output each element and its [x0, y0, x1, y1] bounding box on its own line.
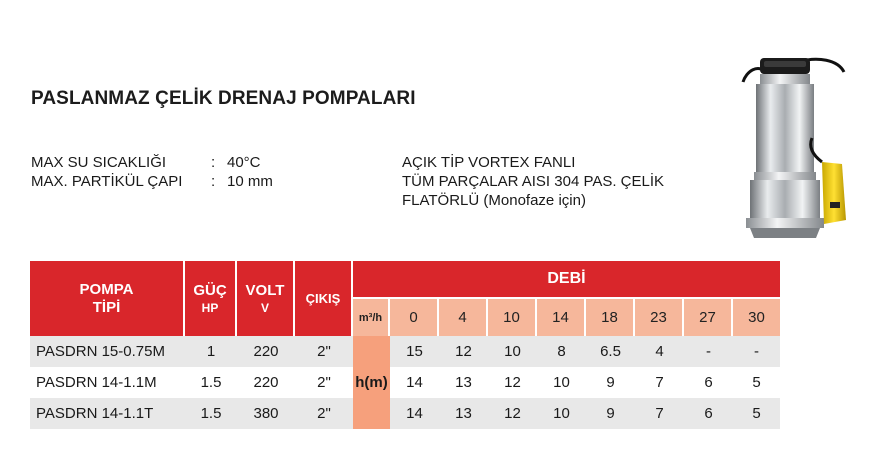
feature-line: TÜM PARÇALAR AISI 304 PAS. ÇELİK: [402, 173, 665, 190]
flow-value: 4: [439, 299, 488, 336]
pump-model: PASDRN 15-0.75M: [30, 336, 185, 367]
pump-spec-table: [30, 261, 780, 429]
spec-colon: :: [211, 173, 216, 190]
head-value: -: [733, 336, 780, 367]
header-cikis: [295, 261, 353, 336]
spec-label: MAX. PARTİKÜL ÇAPI: [31, 173, 183, 190]
head-value: 14: [390, 398, 439, 429]
head-value: 12: [488, 367, 537, 398]
flow-value: 10: [488, 299, 537, 336]
header-unit: HP: [201, 300, 219, 315]
spec-max-particle: [31, 172, 273, 191]
head-value: 13: [439, 367, 488, 398]
flow-value: 14: [537, 299, 586, 336]
head-value: 6: [684, 367, 733, 398]
head-value: -: [684, 336, 733, 367]
header-pompa-tipi: [30, 261, 185, 336]
submersible-pump-icon: [738, 52, 848, 247]
header-volt: [237, 261, 295, 336]
pump-outlet: 2": [295, 398, 353, 429]
spec-value: 40°C: [227, 154, 261, 171]
table-row: [30, 336, 780, 367]
pump-volt: 380: [237, 398, 295, 429]
flow-value: 23: [635, 299, 684, 336]
head-value: 15: [390, 336, 439, 367]
flow-value: 27: [684, 299, 733, 336]
head-value: 10: [537, 367, 586, 398]
page-title: PASLANMAZ ÇELİK DRENAJ POMPALARI: [31, 88, 416, 109]
table-row: [30, 367, 780, 398]
spec-max-temp: [31, 153, 273, 172]
header-text: POMPA: [79, 280, 134, 298]
head-value: 5: [733, 367, 780, 398]
pump-hp: 1: [185, 336, 237, 367]
specs-right: [402, 153, 664, 210]
header-text: DEBİ: [547, 270, 586, 287]
head-value: 10: [537, 398, 586, 429]
header-text: TİPİ: [92, 298, 121, 316]
head-value: 12: [439, 336, 488, 367]
head-value: 7: [635, 367, 684, 398]
flow-value: 18: [586, 299, 635, 336]
head-value: 9: [586, 398, 635, 429]
head-value: 12: [488, 398, 537, 429]
spec-label: MAX SU SICAKLIĞI: [31, 154, 167, 171]
spec-value: 10 mm: [227, 173, 273, 190]
head-value: 7: [635, 398, 684, 429]
head-unit: h(m): [353, 336, 390, 429]
head-value: 6.5: [586, 336, 635, 367]
pump-model: PASDRN 14-1.1M: [30, 367, 185, 398]
head-value: 5: [733, 398, 780, 429]
feature-line: FLATÖRLÜ (Monofaze için): [402, 192, 586, 209]
header-guc: [185, 261, 237, 336]
head-value: 13: [439, 398, 488, 429]
specs-left: [31, 153, 273, 191]
head-value: 9: [586, 367, 635, 398]
head-value: 4: [635, 336, 684, 367]
spec-colon: :: [211, 154, 216, 171]
head-value: 8: [537, 336, 586, 367]
pump-model: PASDRN 14-1.1T: [30, 398, 185, 429]
pump-volt: 220: [237, 367, 295, 398]
head-value: 14: [390, 367, 439, 398]
flow-unit: m³/h: [353, 299, 390, 336]
pump-outlet: 2": [295, 367, 353, 398]
pump-volt: 220: [237, 336, 295, 367]
flow-value: 30: [733, 299, 780, 336]
table-row: [30, 398, 780, 429]
header-unit: V: [260, 300, 269, 315]
flow-value: 0: [390, 299, 439, 336]
feature-line: AÇIK TİP VORTEX FANLI: [402, 154, 576, 171]
header-text: ÇIKIŞ: [305, 290, 341, 306]
pump-hp: 1.5: [185, 398, 237, 429]
header-text: VOLT: [245, 281, 285, 299]
header-debi: [353, 261, 780, 299]
header-text: GÜÇ: [193, 281, 227, 299]
pump-outlet: 2": [295, 336, 353, 367]
pump-hp: 1.5: [185, 367, 237, 398]
head-value: 10: [488, 336, 537, 367]
head-value: 6: [684, 398, 733, 429]
